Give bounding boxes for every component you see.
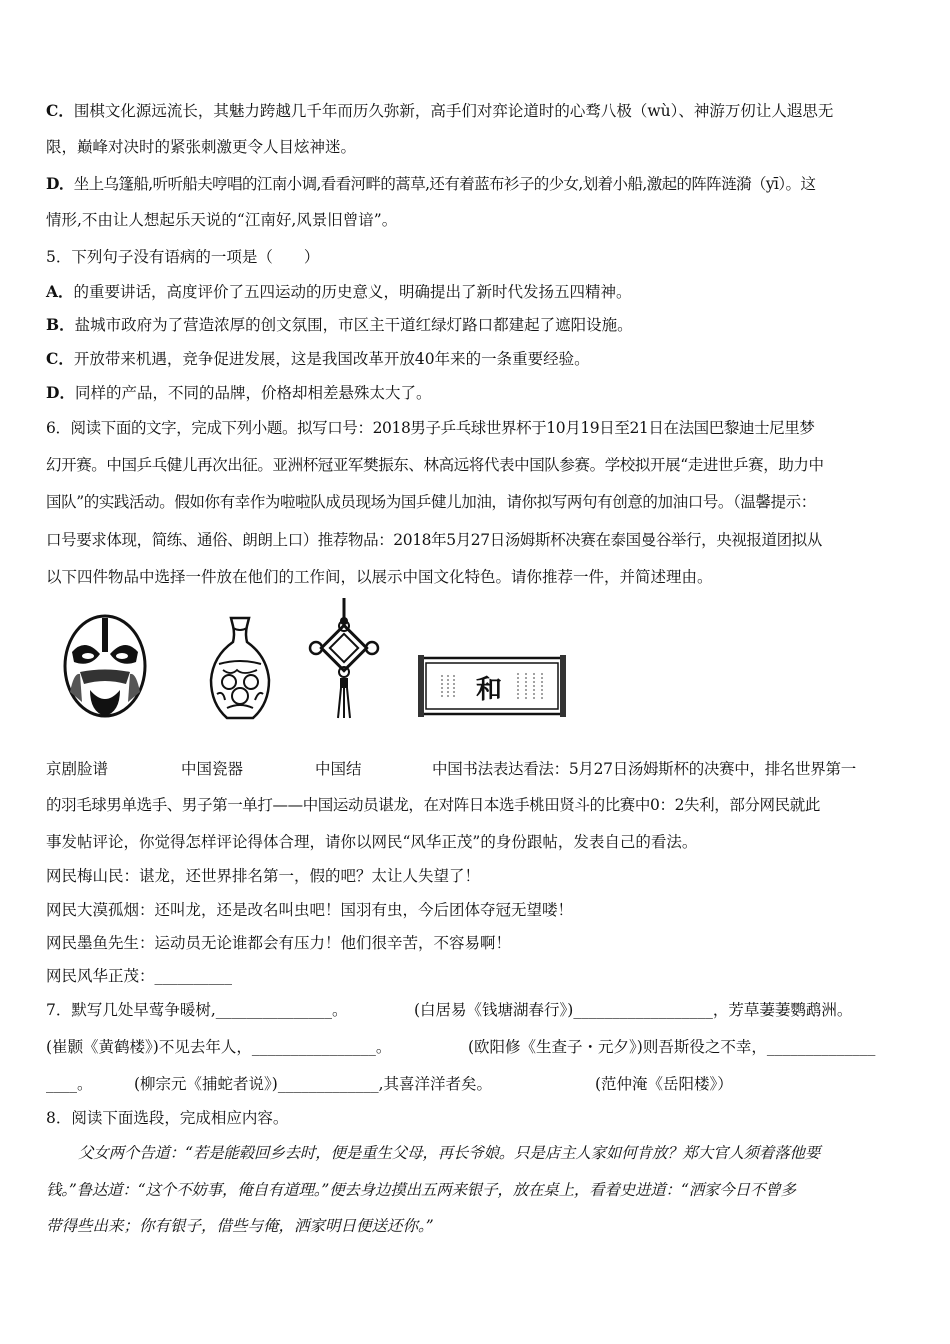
q4-option-d-line1 — [46, 174, 815, 194]
q6-line5: 以下四件物品中选择一件放在他们的工作间，以展示中国文化特色。请你推荐一件，并简述理由。 — [46, 568, 713, 586]
option-letter: C． — [46, 349, 74, 368]
q5-option-d — [46, 383, 431, 403]
porcelain-vase-image — [207, 614, 273, 722]
q6-line1: 6．阅读下面的文字，完成下列小题。拟写口号：2018男子乒乓球世界杯于10月19日至21日在法国巴黎迪士尼里梦 — [46, 419, 815, 437]
q5-option-c — [46, 349, 590, 369]
option-letter: B． — [46, 315, 75, 334]
q7-line3-a: ____。 — [46, 1075, 93, 1093]
q4-option-c-text: 围棋文化源远流长，其魅力跨越几千年而历久弥新，高手们对弈论道时的心骛八极（wù）、神游万仞让人遐思无 — [73, 102, 834, 120]
q8-passage-line2: 钱。”鲁达道：“这个不妨事，俺自有道理。”便去身边摸出五两来银子，放在桌上，看着史进道：“洒家今日不曾多 — [46, 1181, 796, 1199]
option-letter: D． — [46, 174, 74, 193]
item-label-opera-mask: 京剧脸谱 — [46, 760, 109, 778]
chinese-knot-image — [308, 596, 380, 720]
netizen-comment-3: 网民墨鱼先生：运动员无论谁都会有压力！他们很辛苦，不容易啊！ — [46, 934, 512, 952]
q8-passage-line3: 带得些出来；你有银子，借些与俺，洒家明日便送还你。” — [46, 1217, 434, 1235]
q4-option-d-text: 坐上乌篷船,听听船夫哼唱的江南小调,看看河畔的蒿草,还有着蓝布衫子的少女,划着小船,激起的阵阵涟漪（yī）。这 — [73, 175, 816, 193]
option-letter: C． — [46, 101, 74, 120]
item-label-calligraphy: 中国书法 — [432, 760, 493, 778]
q4-option-c-line1 — [46, 101, 833, 121]
netizen-comment-4: 网民风华正茂：__________ — [46, 967, 233, 985]
q5-option-b — [46, 315, 633, 335]
q7-line2-a: (崔颢《黄鹤楼》)不见去年人，________________。 — [46, 1038, 392, 1056]
q5-option-a — [46, 282, 632, 302]
peking-opera-mask-image — [60, 612, 150, 720]
q6-line4: 口号要求体现，简练、通俗、朗朗上口）推荐物品：2018年5月27日汤姆斯杯决赛在泰国曼谷举行，央视报道团拟从 — [46, 531, 822, 549]
q8-passage-line1: 父女两个告道：“若是能毂回乡去时，便是重生父母，再长爷娘。只是店主人家如何肯放？郑大官人须着落他要 — [78, 1144, 821, 1162]
q5-stem: 5．下列句子没有语病的一项是（ ） — [46, 248, 320, 266]
q6-line7: 的羽毛球男单选手、男子第一单打——中国运动员谌龙，在对阵日本选手桃田贤斗的比赛中0：2失利，部分网民就此 — [46, 796, 820, 814]
option-letter: A． — [46, 282, 74, 301]
q5-option-b-text: 盐城市政府为了营造浓厚的创文氛围，市区主干道红绿灯路口都建起了遮阳设施。 — [74, 316, 633, 334]
q6-line2: 幻开赛。中国乒乓健儿再次出征。亚洲杯冠亚军樊振东、林高远将代表中国队参赛。学校拟开展“走进世乒赛，助力中 — [46, 456, 824, 474]
q6-line6-rest: 表达看法：5月27日汤姆斯杯的决赛中，排名世界第一 — [492, 760, 856, 778]
q5-option-a-text: 的重要讲话，高度评价了五四运动的历史意义，明确提出了新时代发扬五四精神。 — [73, 283, 632, 301]
calligraphy-scroll-image — [418, 655, 566, 717]
q7-line1-b: (白居易《钱塘湖春行》)__________________，芳草萋萋鹦鹉洲。 — [414, 1001, 853, 1019]
item-label-porcelain: 中国瓷器 — [181, 760, 244, 778]
q7-line3-c: (范仲淹《岳阳楼》） — [595, 1075, 733, 1093]
q6-line3: 国队”的实践活动。假如你有幸作为啦啦队成员现场为国乒健儿加油，请你拟写两句有创意的加油口号。（温馨提示： — [46, 493, 816, 511]
q8-stem: 8．阅读下面选段，完成相应内容。 — [46, 1109, 289, 1127]
q7-line1-a: 7．默写几处早莺争暖树,_______________。 — [46, 1001, 348, 1019]
item-label-knot: 中国结 — [315, 760, 362, 778]
q4-option-d-line2: 情形,不由让人想起乐天说的“江南好,风景旧曾谙”。 — [46, 211, 398, 229]
q7-line3-b: (柳宗元《捕蛇者说》)_____________,其喜洋洋者矣。 — [134, 1075, 493, 1093]
item-label-calligraphy-line — [432, 759, 856, 779]
q4-option-c-line2: 限，巅峰对决时的紧张刺激更令人目炫神迷。 — [46, 138, 357, 156]
netizen-comment-1: 网民梅山民：谌龙，还世界排名第一，假的吧？太让人失望了！ — [46, 867, 481, 885]
scroll-character: 和 — [476, 675, 503, 705]
option-letter: D． — [46, 383, 75, 402]
q5-option-d-text: 同样的产品，不同的品牌，价格却相差悬殊太大了。 — [74, 384, 432, 402]
q6-line8: 事发帖评论，你觉得怎样评论得体合理，请你以网民“风华正茂”的身份跟帖，发表自己的看法。 — [46, 833, 698, 851]
netizen-comment-2: 网民大漠孤烟：还叫龙，还是改名叫虫吧！国羽有虫，今后团体夺冠无望喽！ — [46, 901, 574, 919]
q7-line2-b: (欧阳修《生查子・元夕》)则吾斯役之不幸，______________ — [468, 1038, 876, 1056]
q5-option-c-text: 开放带来机遇，竞争促进发展，这是我国改革开放40年来的一条重要经验。 — [73, 350, 590, 368]
